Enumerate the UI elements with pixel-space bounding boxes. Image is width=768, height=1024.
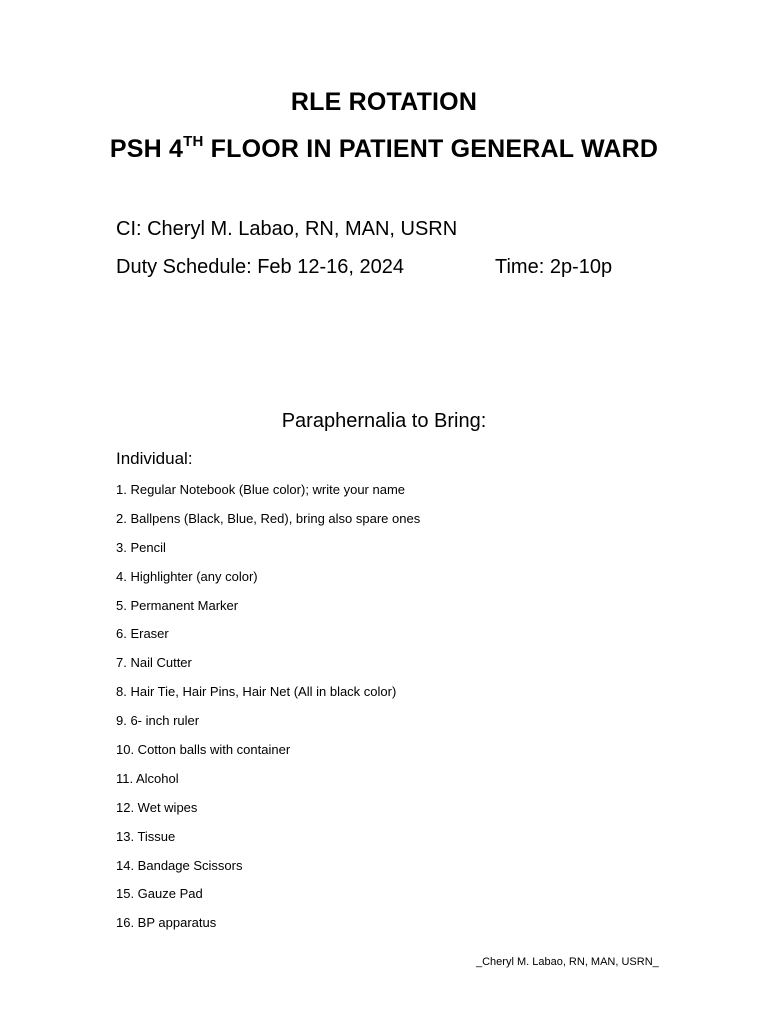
section-label-individual: Individual: [116,449,193,468]
paraphernalia-list [116,481,420,943]
list-item: 7. Nail Cutter [116,655,192,671]
document-subtitle [0,135,768,164]
clinical-instructor: CI: Cheryl M. Labao, RN, MAN, USRN [116,218,458,240]
subtitle-suffix: FLOOR IN PATIENT GENERAL WARD [203,135,659,163]
list-item: 1. Regular Notebook (Blue color); write your name [116,482,406,497]
list-item: 13. Tissue [116,828,176,844]
list-item: 8. Hair Tie, Hair Pins, Hair Net (All in black color) [116,684,397,700]
subtitle-prefix: PSH 4 [109,135,184,163]
list-item: 6. Eraser [116,626,169,642]
list-item: 15. Gauze Pad [116,886,203,902]
list-item: 12. Wet wipes [116,799,198,815]
list-item: 14. Bandage Scissors [116,857,243,873]
list-item: 9. 6- inch ruler [116,713,200,729]
document-title: RLE ROTATION [290,88,478,116]
paraphernalia-heading: Paraphernalia to Bring: [281,410,487,432]
subtitle-superscript: TH [183,133,204,150]
list-item: 3. Pencil [116,539,166,555]
list-item: 2. Ballpens (Black, Blue, Red), bring also spare ones [116,510,421,526]
list-item: 5. Permanent Marker [116,597,239,613]
list-item: 16. BP apparatus [116,915,217,931]
duty-time: Time: 2p-10p [495,256,613,278]
list-item: 11. Alcohol [116,770,179,786]
list-item: 10. Cotton balls with container [116,742,291,758]
footer-signature: _Cheryl M. Labao, RN, MAN, USRN_ [476,956,659,968]
list-item: 4. Highlighter (any color) [116,568,258,584]
duty-schedule: Duty Schedule: Feb 12-16, 2024 [116,256,404,278]
